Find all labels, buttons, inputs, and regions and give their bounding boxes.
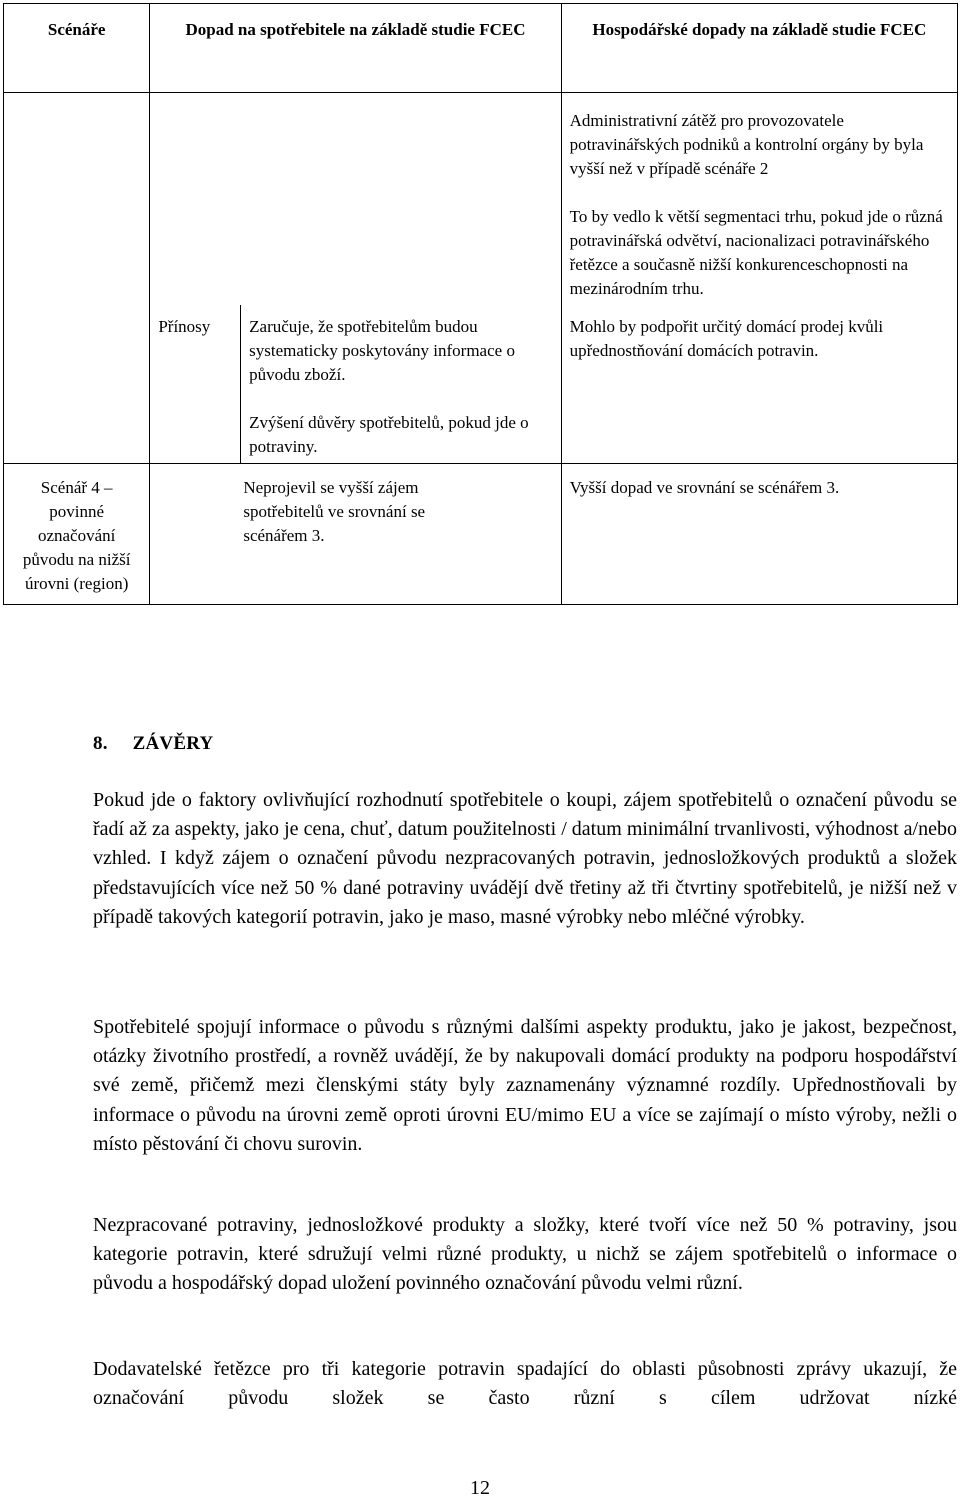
paragraph-3 bbox=[93, 1211, 957, 1299]
paragraph-1 bbox=[93, 786, 957, 932]
economic-text: Vyšší dopad ve srovnání se scénářem 3. bbox=[569, 478, 840, 497]
economic-text: Administrativní zátěž pro provozovatele potravinářských podniků a kontrolní orgány by byla vyšší než v případě scénáře 2 bbox=[569, 111, 924, 178]
scenario-4-economic-cell bbox=[561, 464, 957, 605]
scenario-4-label: Scénář 4 – povinné označování původu na nižší úrovni (region) bbox=[4, 464, 150, 605]
benefits-economic-cell bbox=[561, 305, 957, 464]
page-number: 12 bbox=[470, 1477, 490, 1499]
benefits-consumer-cell bbox=[241, 305, 561, 464]
section-heading bbox=[93, 733, 213, 755]
section-title: ZÁVĚRY bbox=[132, 733, 214, 754]
economic-continuation-cell bbox=[561, 93, 957, 306]
consumer-text: Zaručuje, že spotřebitelům budou systematicky poskytovány informace o původu zboží. bbox=[249, 317, 515, 384]
empty-scenario-cell bbox=[4, 93, 150, 464]
consumer-text: Neprojevil se vyšší zájem spotřebitelů ve srovnání se scénářem 3. bbox=[243, 478, 426, 545]
empty-consumer-cell bbox=[150, 93, 561, 306]
table-row bbox=[4, 93, 958, 306]
paragraph-text: Nezpracované potraviny, jednosložkové produkty a složky, které tvoří více než 50 % potraviny, jsou kategorie potravin, které sdružují velmi různé produkty, u nichž se zájem spotřebitelů o informace o původu a hospodářský dopad uložení povinného označování původu velmi různí. bbox=[93, 1214, 957, 1295]
economic-text: To by vedlo k větší segmentaci trhu, pokud jde o různá potravinářská odvětví, nacionalizaci potravinářského řetězce a současně nižší konkurenceschopnosti na mezinárodním trhu. bbox=[569, 207, 943, 298]
paragraph-text: Dodavatelské řetězce pro tři kategorie potravin spadající do oblasti působnosti zprávy ukazují, že označování původu složek se často různí s cílem udržovat nízké bbox=[93, 1358, 957, 1410]
section-number: 8. bbox=[93, 733, 108, 754]
paragraph-text: Pokud jde o faktory ovlivňující rozhodnutí spotřebitele o koupi, zájem spotřebitelů o označení původu se řadí až za aspekty, jako je cena, chuť, datum použitelnosti / datum minimální trvanlivosti, výhodnost a/nebo vzhled. I když zájem o označení původu nezpracovaných potravin, jednosložkových produktů a složek představujících více než 50 % dané potraviny uvádějí dvě třetiny až tři čtvrtiny spotřebitelů, je nižší než v případě takových kategorií potravin, jako je maso, masné výrobky nebo mléčné výrobky. bbox=[93, 789, 957, 928]
paragraph-2 bbox=[93, 1013, 957, 1159]
header-consumer-impact: Dopad na spotřebitele na základě studie FCEC bbox=[150, 4, 561, 93]
consumer-text: Zvýšení důvěry spotřebitelů, pokud jde o potraviny. bbox=[249, 413, 529, 456]
benefits-label: Přínosy bbox=[150, 305, 241, 464]
economic-text: Mohlo by podpořit určitý domácí prodej kvůli upřednostňování domácích potravin. bbox=[569, 317, 884, 360]
scenario-4-consumer-cell bbox=[150, 464, 561, 605]
header-scenarios: Scénáře bbox=[4, 4, 150, 93]
impact-table bbox=[3, 3, 958, 605]
table-header-row bbox=[4, 4, 958, 93]
table-row bbox=[4, 464, 958, 605]
paragraph-4 bbox=[93, 1355, 957, 1413]
header-economic-impact: Hospodářské dopady na základě studie FCEC bbox=[561, 4, 957, 93]
paragraph-text: Spotřebitelé spojují informace o původu s různými dalšími aspekty produktu, jako je jakost, bezpečnost, otázky životního prostředí, a rovněž uvádějí, že by nakupovali domácí produkty na podporu hospodářství své země, přičemž mezi členskými státy byly zaznamenány významné rozdíly. Upřednostňovali by informace o původu na úrovni země oproti úrovni EU/mimo EU a více se zajímají o místo výroby, nežli o místo pěstování či chovu surovin. bbox=[93, 1016, 957, 1155]
